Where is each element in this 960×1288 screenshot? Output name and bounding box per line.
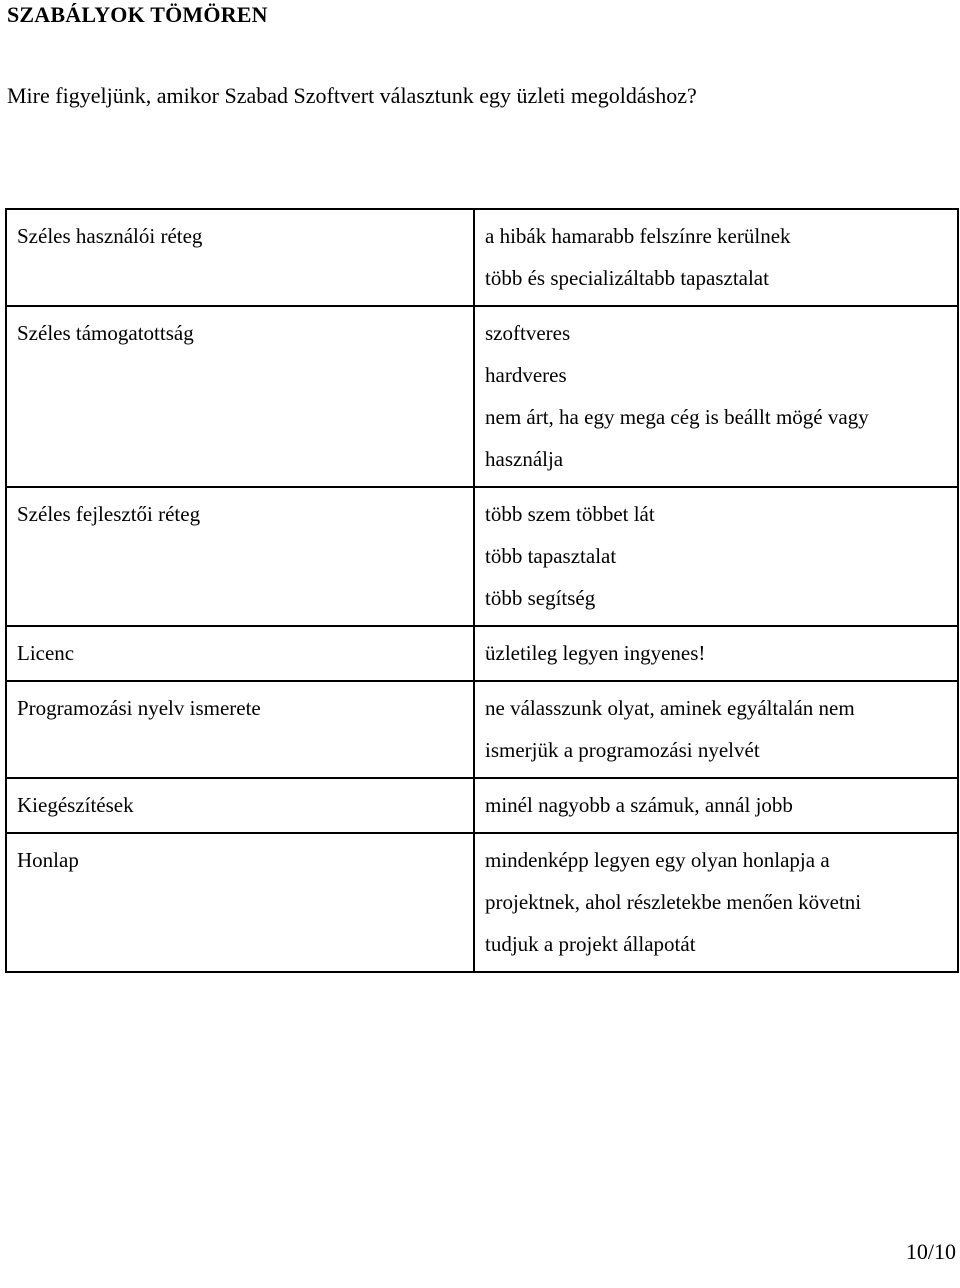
rule-detail-line: minél nagyobb a számuk, annál jobb bbox=[485, 793, 793, 817]
table-row bbox=[6, 306, 958, 487]
rule-detail-line: projektnek, ahol részletekbe menően követni bbox=[485, 890, 862, 914]
rule-topic-cell bbox=[6, 626, 474, 681]
rule-topic-text: Széles fejlesztői réteg bbox=[17, 502, 201, 526]
table-row bbox=[6, 681, 958, 778]
rule-detail-line: hardveres bbox=[485, 363, 567, 387]
rule-detail-cell bbox=[474, 681, 958, 778]
rule-detail-line: több tapasztalat bbox=[485, 544, 617, 568]
rule-topic-cell bbox=[6, 306, 474, 487]
rule-detail-line: több és specializáltabb tapasztalat bbox=[485, 266, 769, 290]
rule-topic-text: Széles használói réteg bbox=[17, 224, 203, 248]
rule-detail-cell bbox=[474, 833, 958, 972]
rule-detail-cell bbox=[474, 306, 958, 487]
rule-topic-cell bbox=[6, 487, 474, 626]
table-row bbox=[6, 487, 958, 626]
rule-topic-text: Programozási nyelv ismerete bbox=[17, 696, 261, 720]
rule-detail-line: több szem többet lát bbox=[485, 502, 655, 526]
rule-topic-cell bbox=[6, 681, 474, 778]
rule-detail-line: ne válasszunk olyat, aminek egyáltalán nem bbox=[485, 696, 855, 720]
rule-detail-line: üzletileg legyen ingyenes! bbox=[485, 641, 706, 665]
document-heading: SZABÁLYOK TÖMÖREN bbox=[7, 2, 268, 27]
rule-detail-line: szoftveres bbox=[485, 321, 571, 345]
rule-topic-cell bbox=[6, 833, 474, 972]
table-row bbox=[6, 778, 958, 833]
table-row bbox=[6, 626, 958, 681]
rule-detail-line: a hibák hamarabb felszínre kerülnek bbox=[485, 224, 791, 248]
rule-detail-line: használja bbox=[485, 447, 564, 471]
table-row bbox=[6, 833, 958, 972]
rule-topic-text: Széles támogatottság bbox=[17, 321, 194, 345]
intro-question: Mire figyeljünk, amikor Szabad Szoftvert választunk egy üzleti megoldáshoz? bbox=[7, 83, 697, 108]
rule-detail-cell bbox=[474, 487, 958, 626]
table-row bbox=[6, 209, 958, 306]
page-number: 10/10 bbox=[905, 1239, 956, 1264]
rule-topic-cell bbox=[6, 778, 474, 833]
rule-detail-line: több segítség bbox=[485, 586, 596, 610]
rule-detail-line: nem árt, ha egy mega cég is beállt mögé vagy bbox=[485, 405, 869, 429]
rule-topic-text: Licenc bbox=[17, 641, 75, 665]
rule-detail-cell bbox=[474, 209, 958, 306]
rule-detail-cell bbox=[474, 626, 958, 681]
rule-topic-text: Honlap bbox=[17, 848, 79, 872]
rule-topic-cell bbox=[6, 209, 474, 306]
rule-topic-text: Kiegészítések bbox=[17, 793, 134, 817]
rules-table bbox=[5, 208, 959, 973]
rule-detail-cell bbox=[474, 778, 958, 833]
rule-detail-line: tudjuk a projekt állapotát bbox=[485, 932, 696, 956]
rules-table-body bbox=[6, 209, 958, 972]
rule-detail-line: ismerjük a programozási nyelvét bbox=[485, 738, 760, 762]
rule-detail-line: mindenképp legyen egy olyan honlapja a bbox=[485, 848, 830, 872]
